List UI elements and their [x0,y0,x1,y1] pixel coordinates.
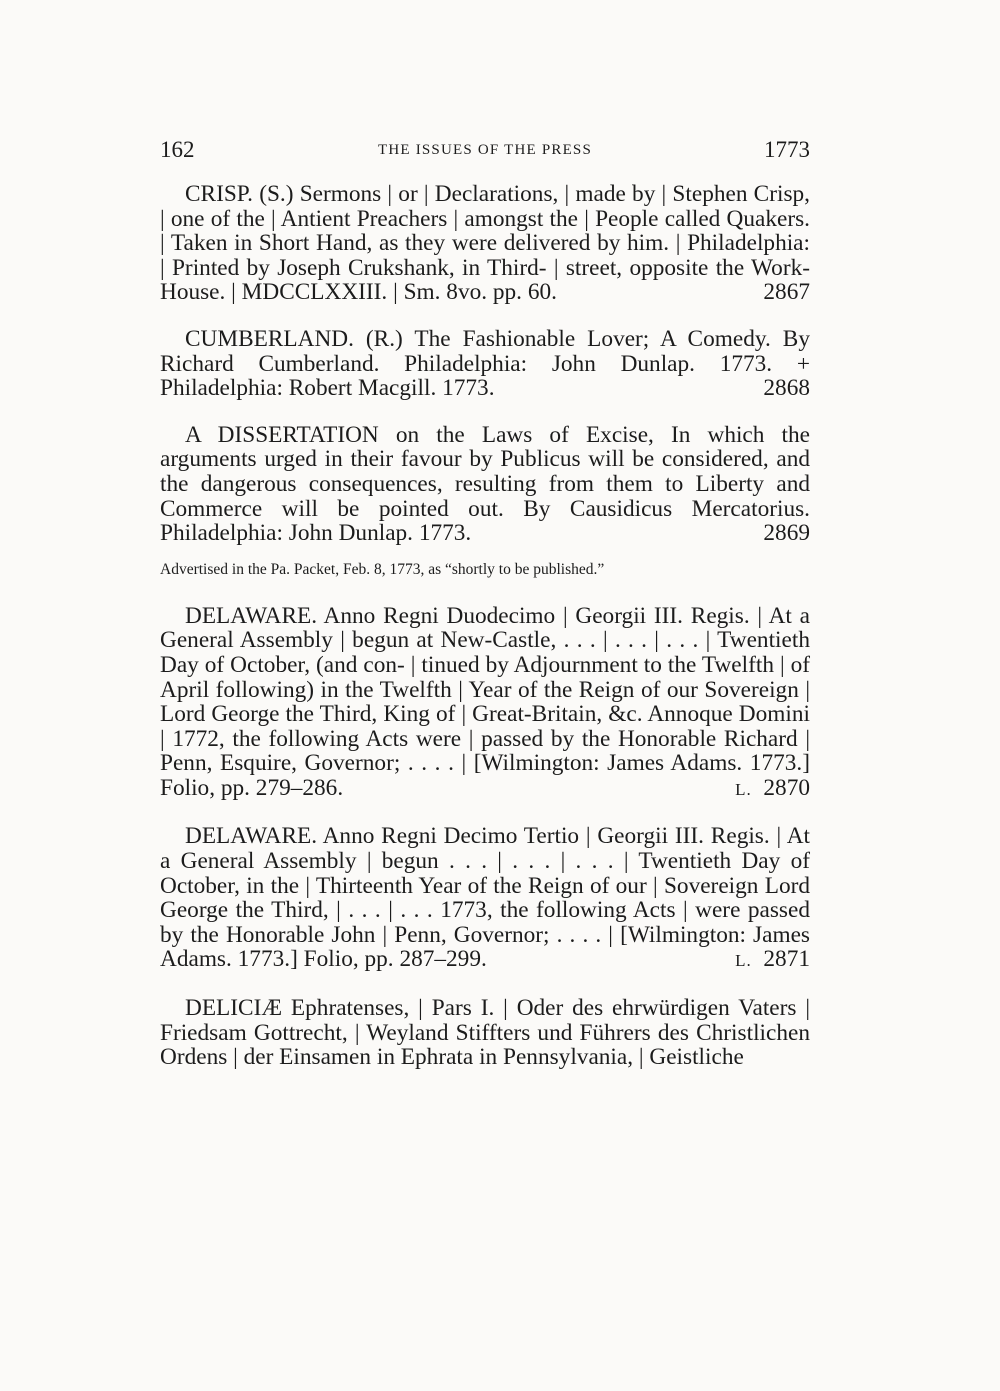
entry-number-group [710,947,810,974]
entry-text: A DISSERTATION on the Laws of Excise, In which the arguments urged in their favour by Publicus will be considered, and the dangerous consequences, resulting from them to Liberty and Commerce will be pointed out. By Causidicus Mercatorius. Philadelphia: John Dunlap. 1773. [160,421,810,547]
entry-text: DELICIÆ Ephratenses, | Pars I. | Oder des ehrwürdigen Vaters | Friedsam Gottrecht, | Weyland Stiffters und Führers des Christlichen Ordens | der Einsamen in Ephrata in Pennsylvania, | Geistliche [160,995,810,1071]
entry-text: DELAWARE. Anno Regni Decimo Tertio | Georgii III. Regis. | At a General Assembly | begun . . . | . . . | . . . | Twentieth Day of October, in the | Thirteenth Year of the Reign of our | Sovereign Lord George the Third, | . . . | . . . 1773, the following Acts | were passed by the Honorable John | Penn, Governor; . . . . | [Wilmington: James Adams. 1773.] Folio, pp. 287–299. [160,823,810,973]
page-number: 162 [160,137,195,162]
entry-number: 2871 [763,946,810,973]
entry-dissertation [160,423,810,546]
entry-note: Advertised in the Pa. Packet, Feb. 8, 1773, as “shortly to be published.” [160,560,605,578]
entry-number: 2869 [763,520,810,547]
entry-number: 2867 [763,279,810,306]
header-year: 1773 [764,137,810,162]
library-symbol: L. [735,951,752,971]
entry-number: 2868 [763,375,810,402]
entry-crisp [160,182,810,305]
entry-deliciae [160,996,810,1070]
entry-delaware-1 [160,604,810,803]
entry-number-group [710,776,810,803]
running-title: THE ISSUES OF THE PRESS [377,142,593,158]
entry-number: 2870 [763,774,810,801]
page-header [160,137,810,171]
entry-cumberland [160,327,810,401]
entry-delaware-2 [160,824,810,974]
entry-text: CRISP. (S.) Sermons | or | Declarations, | made by | Stephen Crisp, | one of the | Antient Preachers | amongst the | People called Quakers. | Taken in Short Hand, as they were delivered by him. | Philadelphia: | Printed by Joseph Crukshank, in Third- | street, opposite the Work-House. | MDCCLXXIII. | Sm. 8vo. pp. 60. [160,181,810,306]
entries-list [160,182,810,1092]
entry-text: DELAWARE. Anno Regni Duodecimo | Georgii III. Regis. | At a General Assembly | begun at New-Castle, . . . | . . . | . . . | Twentieth Day of October, (and con- | tinued by Adjournment to the Twelfth | of April following) in the Twelfth | Year of the Reign of our Sovereign | Lord George the Third, King of | Great-Britain, &c. Annoque Domini | 1772, the following Acts were | passed by the Honorable Richard | Penn, Esquire, Governor; . . . . | [Wilmington: James Adams. 1773.] Folio, pp. 279–286. [160,602,810,801]
library-symbol: L. [735,779,752,799]
entry-text: CUMBERLAND. (R.) The Fashionable Lover; A Comedy. By Richard Cumberland. Philadelphia: John Dunlap. 1773. + Philadelphia: Robert Macgill. 1773. [160,325,810,402]
